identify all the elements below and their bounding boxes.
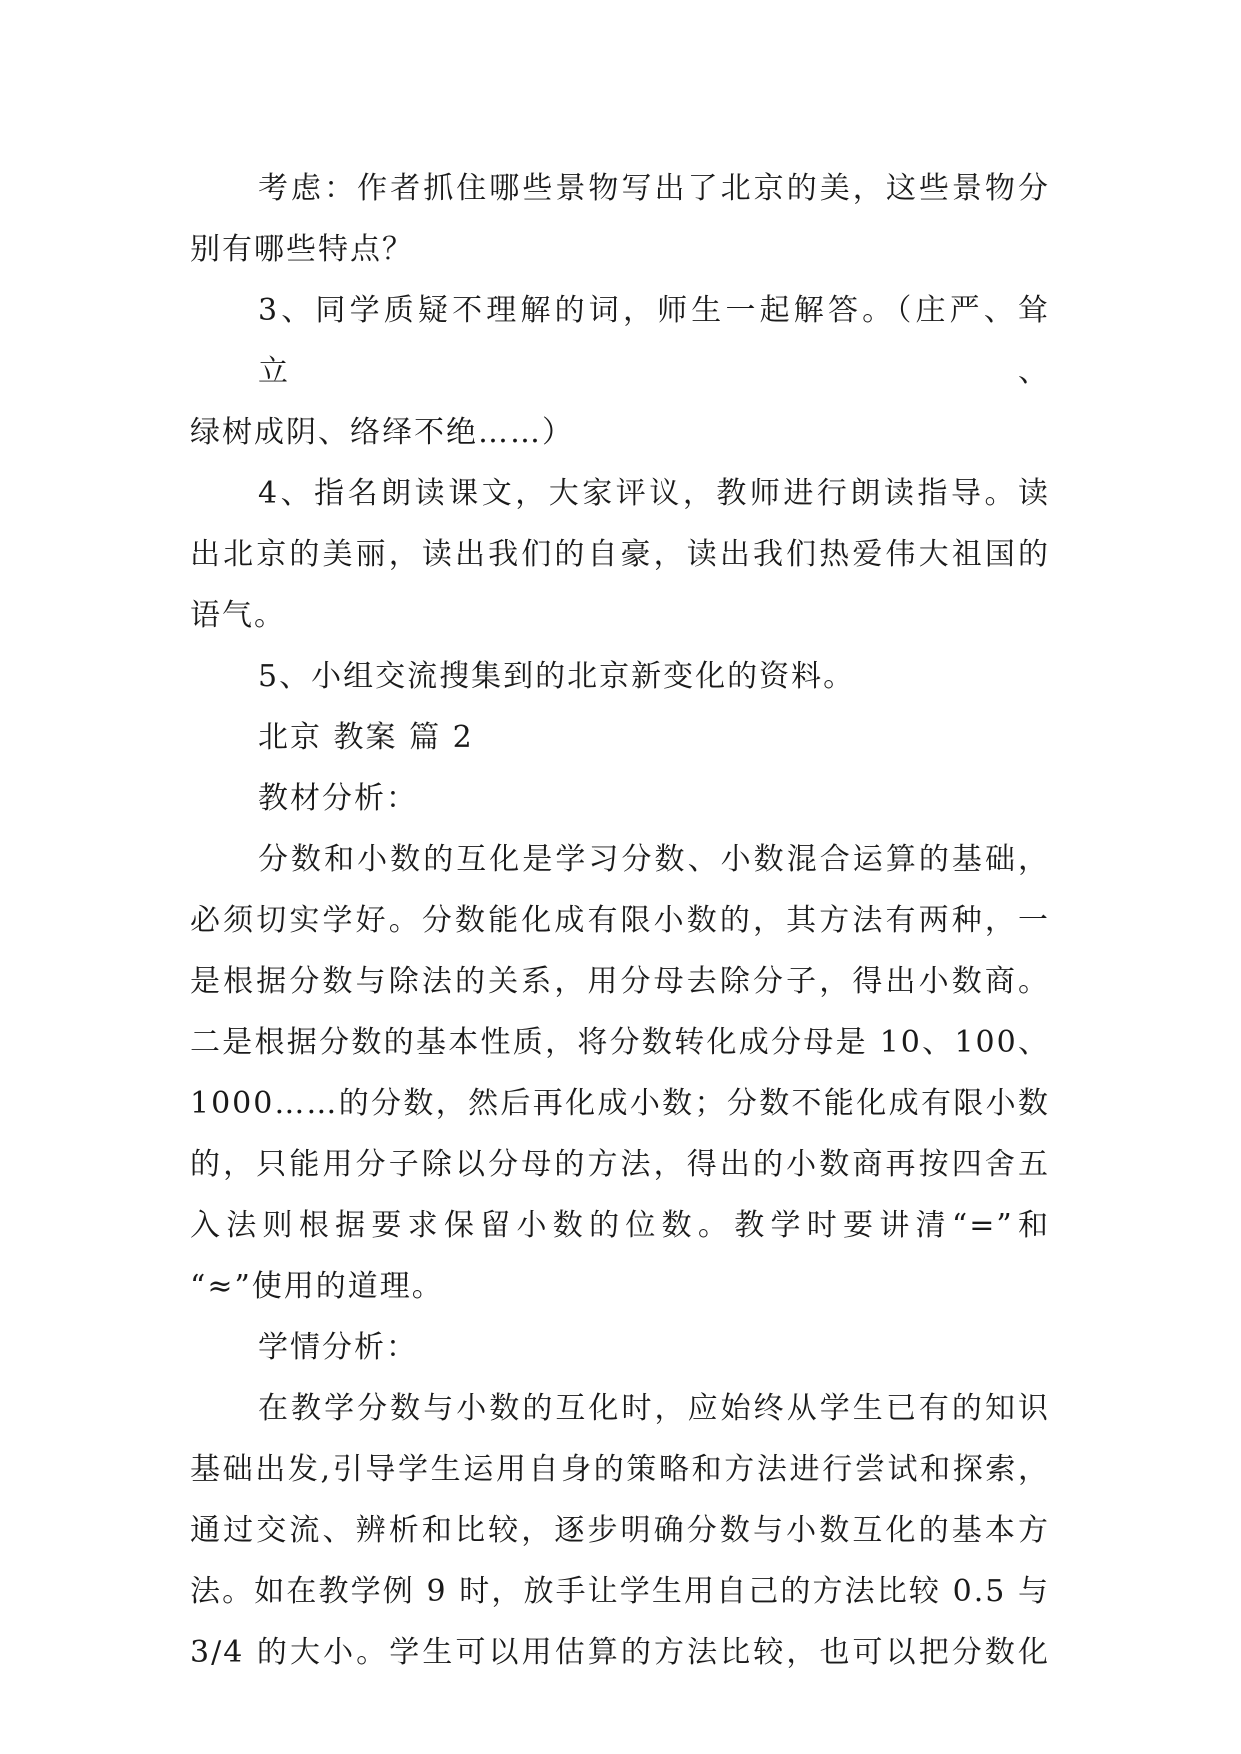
text-line: 别有哪些特点？ bbox=[190, 232, 414, 267]
text-line: 3/4 的大小。学生可以用估算的方法比较，也可以把分数化 bbox=[190, 1635, 1050, 1670]
text-line: 二是根据分数的基本性质，将分数转化成分母是 10、100、 bbox=[190, 1025, 1050, 1060]
text-line: “≈”使用的道理。 bbox=[190, 1269, 444, 1304]
text-line: 分数和小数的互化是学习分数、小数混合运算的基础， bbox=[258, 842, 1050, 877]
paragraph-step-4 bbox=[190, 463, 1050, 646]
text-line: 在教学分数与小数的互化时，应始终从学生已有的知识 bbox=[258, 1391, 1050, 1426]
paragraph-step-5 bbox=[190, 646, 1050, 707]
section-heading bbox=[190, 707, 1050, 768]
text-line: 法。如在教学例 9 时，放手让学生用自己的方法比较 0.5 与 bbox=[190, 1574, 1050, 1609]
heading-text: 北京 教案 篇 2 bbox=[258, 720, 474, 755]
text-line: 通过交流、辨析和比较，逐步明确分数与小数互化的基本方 bbox=[190, 1513, 1050, 1548]
text-line: 5、小组交流搜集到的北京新变化的资料。 bbox=[258, 659, 856, 694]
text-line: 的，只能用分子除以分母的方法，得出的小数商再按四舍五 bbox=[190, 1147, 1050, 1182]
paragraph-step-3 bbox=[190, 280, 1050, 463]
subheading-student-analysis bbox=[190, 1317, 1050, 1378]
paragraph-material-analysis bbox=[190, 829, 1050, 1317]
paragraph-student-analysis bbox=[190, 1378, 1050, 1683]
text-line: 语气。 bbox=[190, 598, 286, 633]
document-page bbox=[190, 158, 1050, 1683]
subheading-text: 学情分析： bbox=[258, 1330, 418, 1365]
text-line: 是根据分数与除法的关系，用分母去除分子，得出小数商。 bbox=[190, 964, 1050, 999]
subheading-text: 教材分析： bbox=[258, 781, 418, 816]
subheading-material-analysis bbox=[190, 768, 1050, 829]
text-line: 出北京的美丽，读出我们的自豪，读出我们热爱伟大祖国的 bbox=[190, 537, 1050, 572]
text-line: 绿树成阴、络绎不绝……） bbox=[190, 415, 574, 450]
text-line: 1000……的分数，然后再化成小数；分数不能化成有限小数 bbox=[190, 1086, 1050, 1121]
text-line: 入法则根据要求保留小数的位数。教学时要讲清“=”和 bbox=[190, 1208, 1050, 1243]
paragraph-consider bbox=[190, 158, 1050, 280]
text-line: 必须切实学好。分数能化成有限小数的，其方法有两种，一 bbox=[190, 903, 1050, 938]
text-line: 基础出发,引导学生运用自身的策略和方法进行尝试和探索， bbox=[190, 1452, 1050, 1487]
text-line: 3、同学质疑不理解的词，师生一起解答。（庄严、耸立、 bbox=[258, 293, 1050, 389]
text-line: 考虑：作者抓住哪些景物写出了北京的美，这些景物分 bbox=[258, 171, 1050, 206]
text-line: 4、指名朗读课文，大家评议，教师进行朗读指导。读 bbox=[258, 476, 1050, 511]
